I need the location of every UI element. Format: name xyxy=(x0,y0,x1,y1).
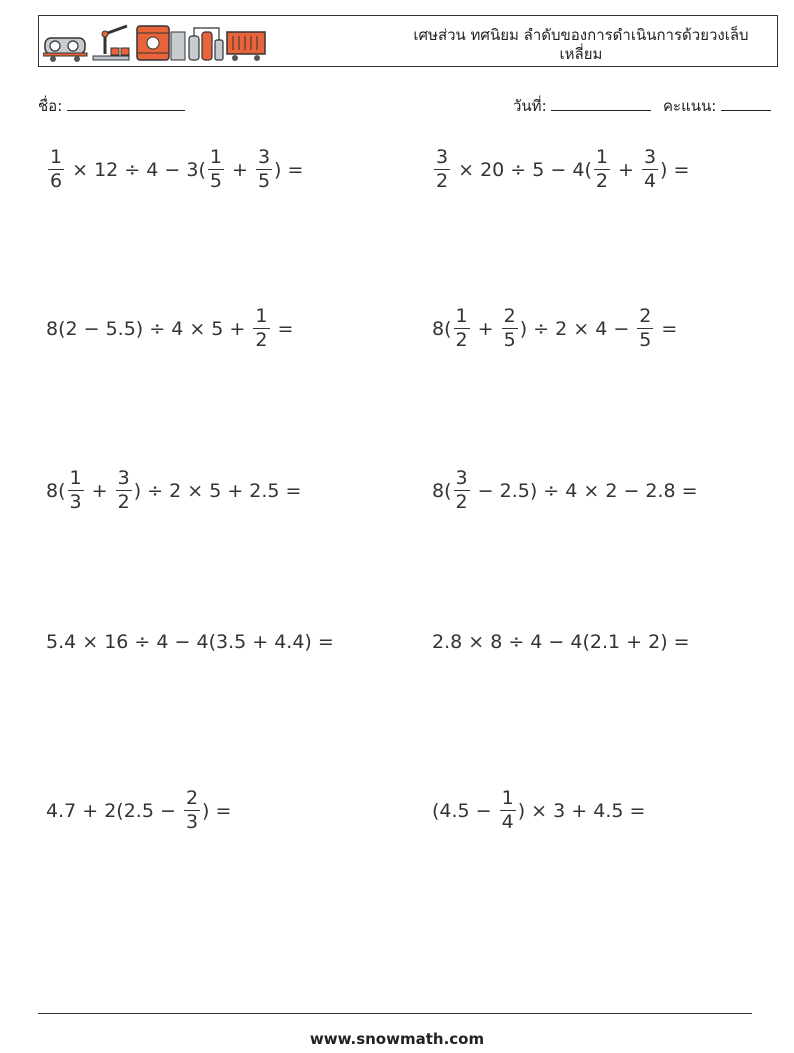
fraction xyxy=(642,148,658,191)
fraction xyxy=(637,307,653,350)
fraction-denominator: 3 xyxy=(69,491,82,513)
problem-10 xyxy=(432,789,645,832)
fraction xyxy=(68,469,84,512)
expression-text: ) = xyxy=(660,158,690,181)
problem-4 xyxy=(432,307,677,350)
oil-barrel-icon xyxy=(137,26,185,60)
fraction xyxy=(253,307,269,350)
fraction-numerator: 2 xyxy=(185,787,199,809)
title-line-2: เหลี่ยม xyxy=(559,45,603,63)
fraction xyxy=(454,307,470,350)
expression-text: × 20 ÷ 5 − 4( xyxy=(452,158,592,181)
fraction xyxy=(48,148,64,191)
fraction-numerator: 3 xyxy=(117,467,130,489)
expression-text: = xyxy=(655,317,678,340)
footer-divider xyxy=(38,1013,752,1014)
fraction xyxy=(594,148,610,191)
fraction-numerator: 3 xyxy=(643,146,657,168)
expression-text: 5.4 × 16 ÷ 4 − 4(3.5 + 4.4) = xyxy=(46,631,334,653)
expression-text: ) = xyxy=(274,158,304,181)
fraction-denominator: 2 xyxy=(455,329,468,351)
fraction-denominator: 5 xyxy=(209,170,222,192)
fraction-denominator: 5 xyxy=(257,170,271,192)
fraction-numerator: 2 xyxy=(639,305,652,327)
expression-text: ) ÷ 2 × 5 + 2.5 = xyxy=(133,479,302,502)
fraction-denominator: 4 xyxy=(643,170,657,192)
expression-text: − 2.5) ÷ 4 × 2 − 2.8 = xyxy=(471,479,698,502)
fraction-numerator: 1 xyxy=(455,305,468,327)
score-label: คะแนน: xyxy=(663,97,717,115)
date-blank[interactable] xyxy=(551,95,651,111)
name-label: ชื่อ: xyxy=(38,97,63,115)
problem-5 xyxy=(46,469,301,512)
expression-text: + xyxy=(85,479,114,502)
fraction xyxy=(454,469,470,512)
score-field xyxy=(663,94,771,118)
fraction-denominator: 2 xyxy=(117,491,130,513)
problem-7 xyxy=(46,631,334,653)
problem-2 xyxy=(432,148,689,191)
problem-9 xyxy=(46,789,231,832)
freight-wagon-icon xyxy=(227,32,265,61)
robot-arm-icon xyxy=(93,26,129,60)
title-line-1: เศษส่วน ทศนิยม ลำดับของการดำเนินการด้วยวงเล็บ xyxy=(413,26,749,44)
tank-wagon-icon xyxy=(43,38,87,62)
fraction-denominator: 4 xyxy=(501,811,514,833)
problem-3 xyxy=(46,307,293,350)
fraction-denominator: 5 xyxy=(503,329,516,351)
expression-text: 8( xyxy=(432,479,452,502)
date-label: วันที่: xyxy=(513,97,547,115)
fraction-numerator: 3 xyxy=(436,146,449,168)
logo-strip xyxy=(43,20,267,64)
fraction-numerator: 1 xyxy=(255,305,268,327)
expression-text: ) × 3 + 4.5 = xyxy=(517,799,646,822)
problem-8 xyxy=(432,631,690,653)
expression-text: ) = xyxy=(202,799,232,822)
expression-text: + xyxy=(225,158,254,181)
fraction-denominator: 3 xyxy=(185,811,199,833)
expression-text: = xyxy=(271,317,294,340)
fraction-numerator: 3 xyxy=(455,467,468,489)
expression-text: 8( xyxy=(432,317,452,340)
fraction xyxy=(502,307,518,350)
name-blank[interactable] xyxy=(67,95,185,111)
expression-text: (4.5 − xyxy=(432,799,498,822)
fraction-numerator: 1 xyxy=(209,146,222,168)
fraction xyxy=(116,469,132,512)
name-field xyxy=(38,94,185,118)
expression-text: 2.8 × 8 ÷ 4 − 4(2.1 + 2) = xyxy=(432,631,690,653)
fraction-denominator: 2 xyxy=(255,329,268,351)
fraction xyxy=(434,148,450,191)
expression-text: × 12 ÷ 4 − 3( xyxy=(66,158,206,181)
fraction-numerator: 1 xyxy=(50,146,63,168)
fraction xyxy=(184,789,200,832)
expression-text: + xyxy=(611,158,640,181)
fraction-denominator: 5 xyxy=(639,329,652,351)
fraction-numerator: 3 xyxy=(257,146,271,168)
problem-6 xyxy=(432,469,698,512)
fraction-numerator: 1 xyxy=(501,787,514,809)
expression-text: ) ÷ 2 × 4 − xyxy=(519,317,636,340)
fraction-denominator: 2 xyxy=(436,170,449,192)
fraction xyxy=(500,789,516,832)
fraction xyxy=(256,148,272,191)
fraction xyxy=(208,148,224,191)
worksheet-header xyxy=(38,15,778,67)
expression-text: 8( xyxy=(46,479,66,502)
fraction-denominator: 2 xyxy=(455,491,468,513)
gas-cylinders-icon xyxy=(189,28,223,60)
fraction-numerator: 2 xyxy=(503,305,516,327)
fraction-numerator: 1 xyxy=(595,146,608,168)
footer-website: www.snowmath.com xyxy=(309,1030,485,1048)
score-blank[interactable] xyxy=(721,95,771,111)
fraction-denominator: 6 xyxy=(50,170,63,192)
date-field xyxy=(513,94,651,118)
problem-1 xyxy=(46,148,303,191)
expression-text: + xyxy=(471,317,500,340)
worksheet-title xyxy=(401,26,761,64)
expression-text: 4.7 + 2(2.5 − xyxy=(46,799,182,822)
expression-text: 8(2 − 5.5) ÷ 4 × 5 + xyxy=(46,317,252,340)
fraction-denominator: 2 xyxy=(595,170,608,192)
fraction-numerator: 1 xyxy=(69,467,82,489)
